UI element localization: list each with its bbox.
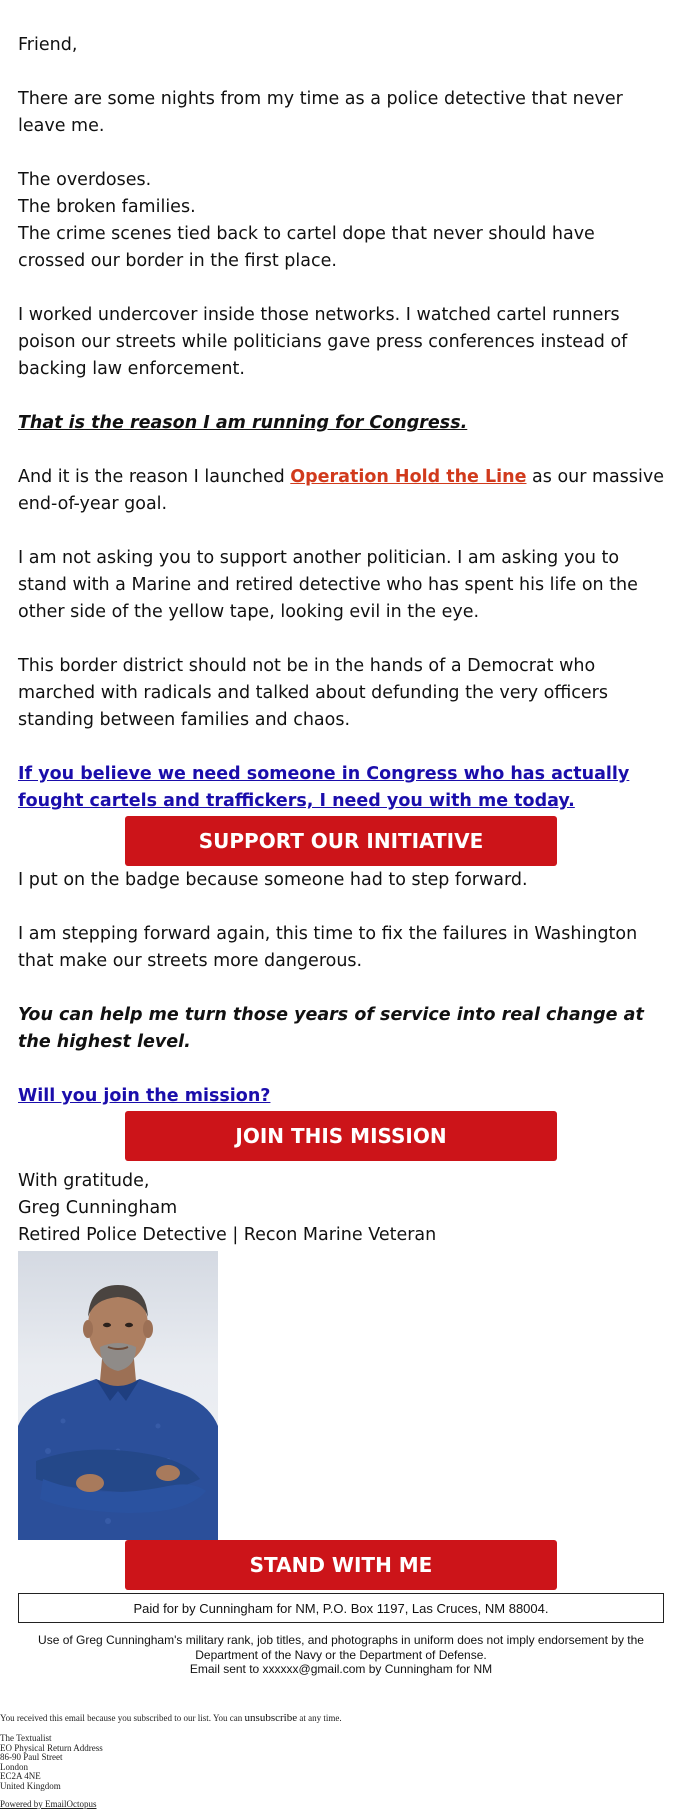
operation-text-before: And it is the reason I launched [18, 467, 291, 487]
disclaimer-line-3: Email sent to xxxxxx@gmail.com by Cunningham for NM [189, 1662, 493, 1676]
sender-address [0, 1734, 342, 1791]
stand-with-me-button[interactable]: STAND WITH ME [125, 1540, 557, 1590]
signoff-gratitude: With gratitude, [18, 1171, 150, 1191]
subscription-notice [0, 1712, 342, 1724]
paragraph-stepping-forward: I am stepping forward again, this time to fix the failures in Washington that make our streets more dangerous. [18, 924, 638, 971]
paragraph-intro: There are some nights from my time as a police detective that never leave me. [18, 89, 623, 136]
paragraph-undercover: I worked undercover inside those networks. I watched cartel runners poison our streets while politicians gave press conferences instead of backing law enforcement. [18, 305, 628, 379]
join-mission-link[interactable]: Will you join the mission? [18, 1086, 271, 1106]
address-line: The Textualist [0, 1733, 52, 1743]
disclaimer-line-1: Use of Greg Cunningham's military rank, job titles, and photographs in uniform does not imply endorsement by the [38, 1633, 644, 1647]
paragraph-badge: I put on the badge because someone had to step forward. [18, 870, 528, 890]
list-line-overdoses: The overdoses. [18, 170, 152, 190]
candidate-photo [18, 1251, 218, 1540]
operation-hold-the-line-link[interactable]: Operation Hold the Line [290, 467, 527, 487]
signoff-title: Retired Police Detective | Recon Marine Veteran [18, 1225, 437, 1245]
address-line: 86-90 Paul Street [0, 1752, 63, 1762]
address-line: EO Physical Return Address [0, 1742, 103, 1753]
support-initiative-button[interactable]: SUPPORT OUR INITIATIVE [125, 816, 557, 866]
paragraph-border-district: This border district should not be in the hands of a Democrat who marched with radicals and talked about defunding the very officers standing between families and chaos. [18, 656, 608, 730]
address-line: London [0, 1761, 28, 1772]
candidate-portrait-illustration [18, 1251, 218, 1540]
unsubscribe-link[interactable]: unsubscribe [244, 1712, 298, 1724]
paragraph-marine: I am not asking you to support another politician. I am asking you to stand with a Marine and retired detective who has spent his life on the other side of the yellow tape, looking evil in the eye. [18, 548, 638, 622]
powered-by-link[interactable]: Powered by EmailOctopus [0, 1799, 97, 1809]
list-line-families: The broken families. [18, 197, 196, 217]
emphasis-running-for-congress: That is the reason I am running for Congress. [18, 413, 468, 433]
email-footer [0, 1712, 342, 1809]
signoff-name: Greg Cunningham [18, 1198, 178, 1218]
salutation: Friend, [18, 35, 78, 55]
address-line: United Kingdom [0, 1780, 61, 1791]
operation-text-after: as our massive end-of-year goal. [18, 467, 664, 514]
paragraph-operation [18, 464, 664, 518]
address-line: EC2A 4NE [0, 1771, 41, 1781]
believe-link[interactable]: If you believe we need someone in Congress who has actually fought cartels and traffickers, I need you with me today. [18, 764, 630, 811]
subscription-text-after: at any time. [297, 1713, 342, 1723]
emphasis-real-change: You can help me turn those years of service into real change at the highest level. [18, 1005, 644, 1052]
endorsement-disclaimer [18, 1633, 664, 1677]
disclaimer-line-2: Department of the Navy or the Department of Defense. [195, 1647, 487, 1662]
subscription-text-before: You received this email because you subscribed to our list. You can [0, 1713, 245, 1723]
paid-for-disclaimer: Paid for by Cunningham for NM, P.O. Box 1197, Las Cruces, NM 88004. [18, 1593, 664, 1623]
list-line-crime-scenes: The crime scenes tied back to cartel dope that never should have crossed our border in the first place. [18, 224, 595, 271]
join-mission-button[interactable]: JOIN THIS MISSION [125, 1111, 557, 1161]
